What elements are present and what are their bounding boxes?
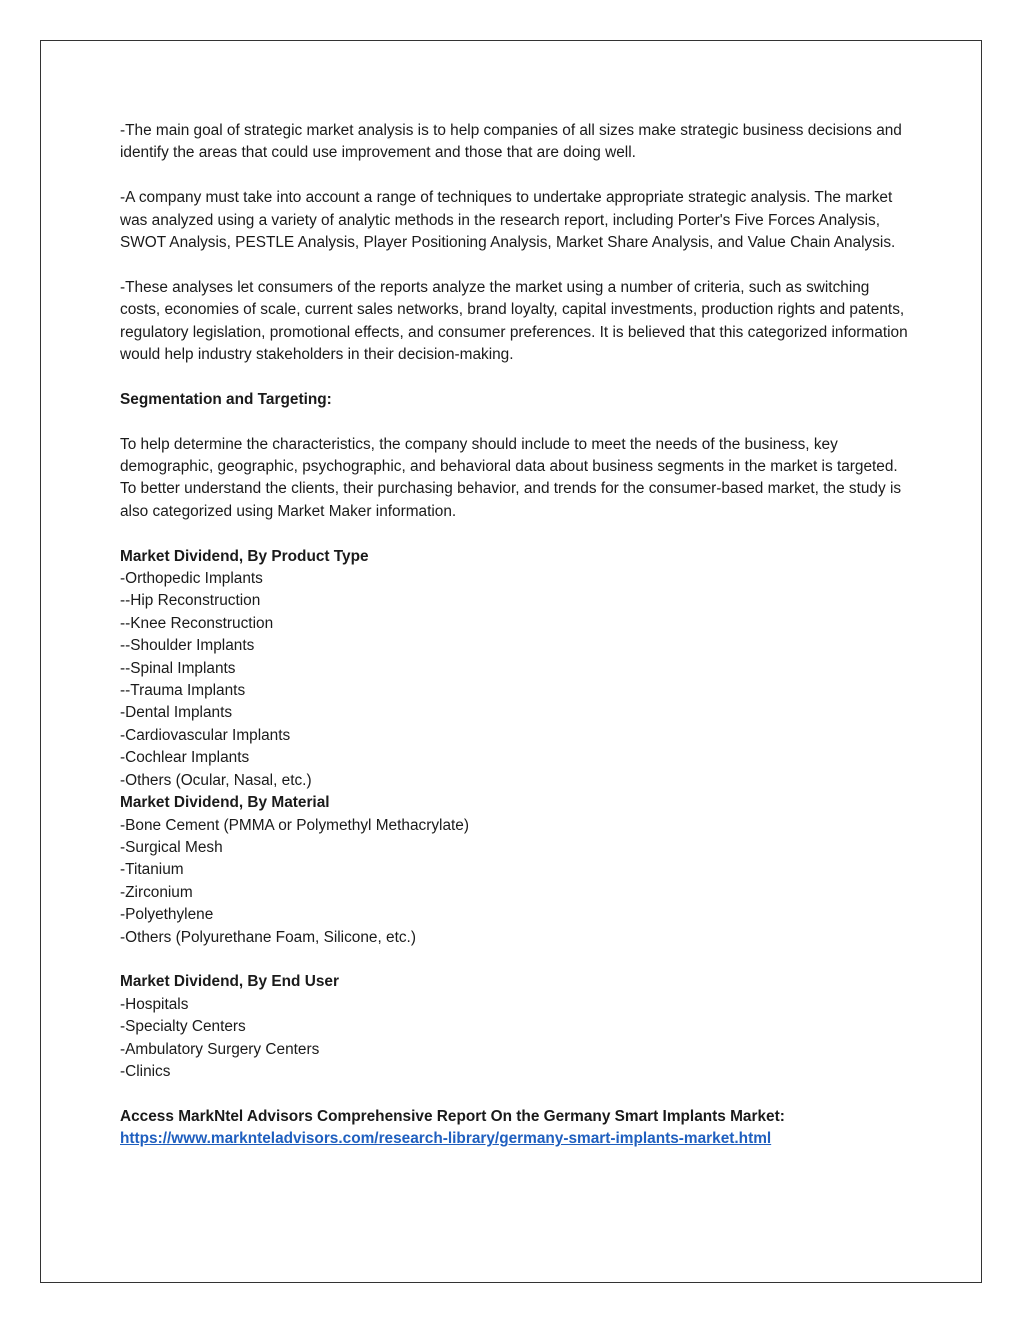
segmentation-heading: Segmentation and Targeting: [120, 390, 332, 408]
spacer [120, 254, 910, 276]
product-type-heading: Market Dividend, By Product Type [120, 547, 369, 565]
spacer [120, 366, 910, 388]
list-item: -Polyethylene [120, 906, 214, 924]
list-item: -Clinics [120, 1062, 171, 1080]
document-body [120, 120, 910, 1151]
spacer [120, 523, 910, 545]
spacer [120, 165, 910, 187]
material-list [120, 815, 910, 949]
spacer [120, 1083, 910, 1105]
list-item: -Ambulatory Surgery Centers [120, 1040, 320, 1058]
list-item: -Zirconium [120, 883, 193, 901]
list-item: --Spinal Implants [120, 659, 236, 677]
list-item: -Others (Ocular, Nasal, etc.) [120, 771, 312, 789]
material-heading: Market Dividend, By Material [120, 794, 330, 812]
list-item: -Cardiovascular Implants [120, 726, 291, 744]
list-item: -Dental Implants [120, 704, 233, 722]
list-item: -Specialty Centers [120, 1018, 246, 1036]
spacer [120, 411, 910, 433]
list-item: --Trauma Implants [120, 682, 246, 700]
list-item: -Bone Cement (PMMA or Polymethyl Methacrylate) [120, 816, 469, 834]
end-user-list [120, 994, 910, 1084]
list-item: -Surgical Mesh [120, 838, 223, 856]
access-report-heading: Access MarkNtel Advisors Comprehensive Report On the Germany Smart Implants Market: [120, 1107, 785, 1125]
list-item: --Knee Reconstruction [120, 614, 274, 632]
end-user-heading: Market Dividend, By End User [120, 973, 339, 991]
list-item: --Hip Reconstruction [120, 592, 261, 610]
paragraph-analysis-techniques: -A company must take into account a range of techniques to undertake appropriate strategic analysis. The market was analyzed using a variety of analytic methods in the research report, including Porter's Five Forces Analysis, SWOT Analysis, PESTLE Analysis, Player Positioning Analysis, Market Share Analysis, and Value Chain Analysis. [120, 189, 896, 252]
list-item: -Orthopedic Implants [120, 570, 263, 588]
paragraph-strategic-goal: -The main goal of strategic market analysis is to help companies of all sizes make strategic business decisions and identify the areas that could use improvement and those that are doing well. [120, 122, 902, 162]
list-item: -Titanium [120, 861, 184, 879]
paragraph-analysis-criteria: -These analyses let consumers of the reports analyze the market using a number of criteria, such as switching costs, economies of scale, current sales networks, brand loyalty, capital investments, production rights and patents, regulatory legislation, promotional effects, and consumer preferences. It is believed that this categorized information would help industry stakeholders in their decision-making. [120, 278, 908, 364]
report-link-line [120, 1128, 910, 1150]
list-item: -Others (Polyurethane Foam, Silicone, etc.) [120, 928, 416, 946]
list-item: -Hospitals [120, 995, 189, 1013]
product-type-list [120, 568, 910, 792]
report-link[interactable]: https://www.marknteladvisors.com/research-library/germany-smart-implants-market.html [120, 1130, 772, 1148]
list-item: --Shoulder Implants [120, 637, 255, 655]
list-item: -Cochlear Implants [120, 749, 250, 767]
segmentation-paragraph: To help determine the characteristics, the company should include to meet the needs of the business, key demographic, geographic, psychographic, and behavioral data about business segments in the market is targeted. To better understand the clients, their purchasing behavior, and trends for the consumer-based market, the study is also categorized using Market Maker information. [120, 435, 902, 520]
spacer [120, 949, 910, 971]
